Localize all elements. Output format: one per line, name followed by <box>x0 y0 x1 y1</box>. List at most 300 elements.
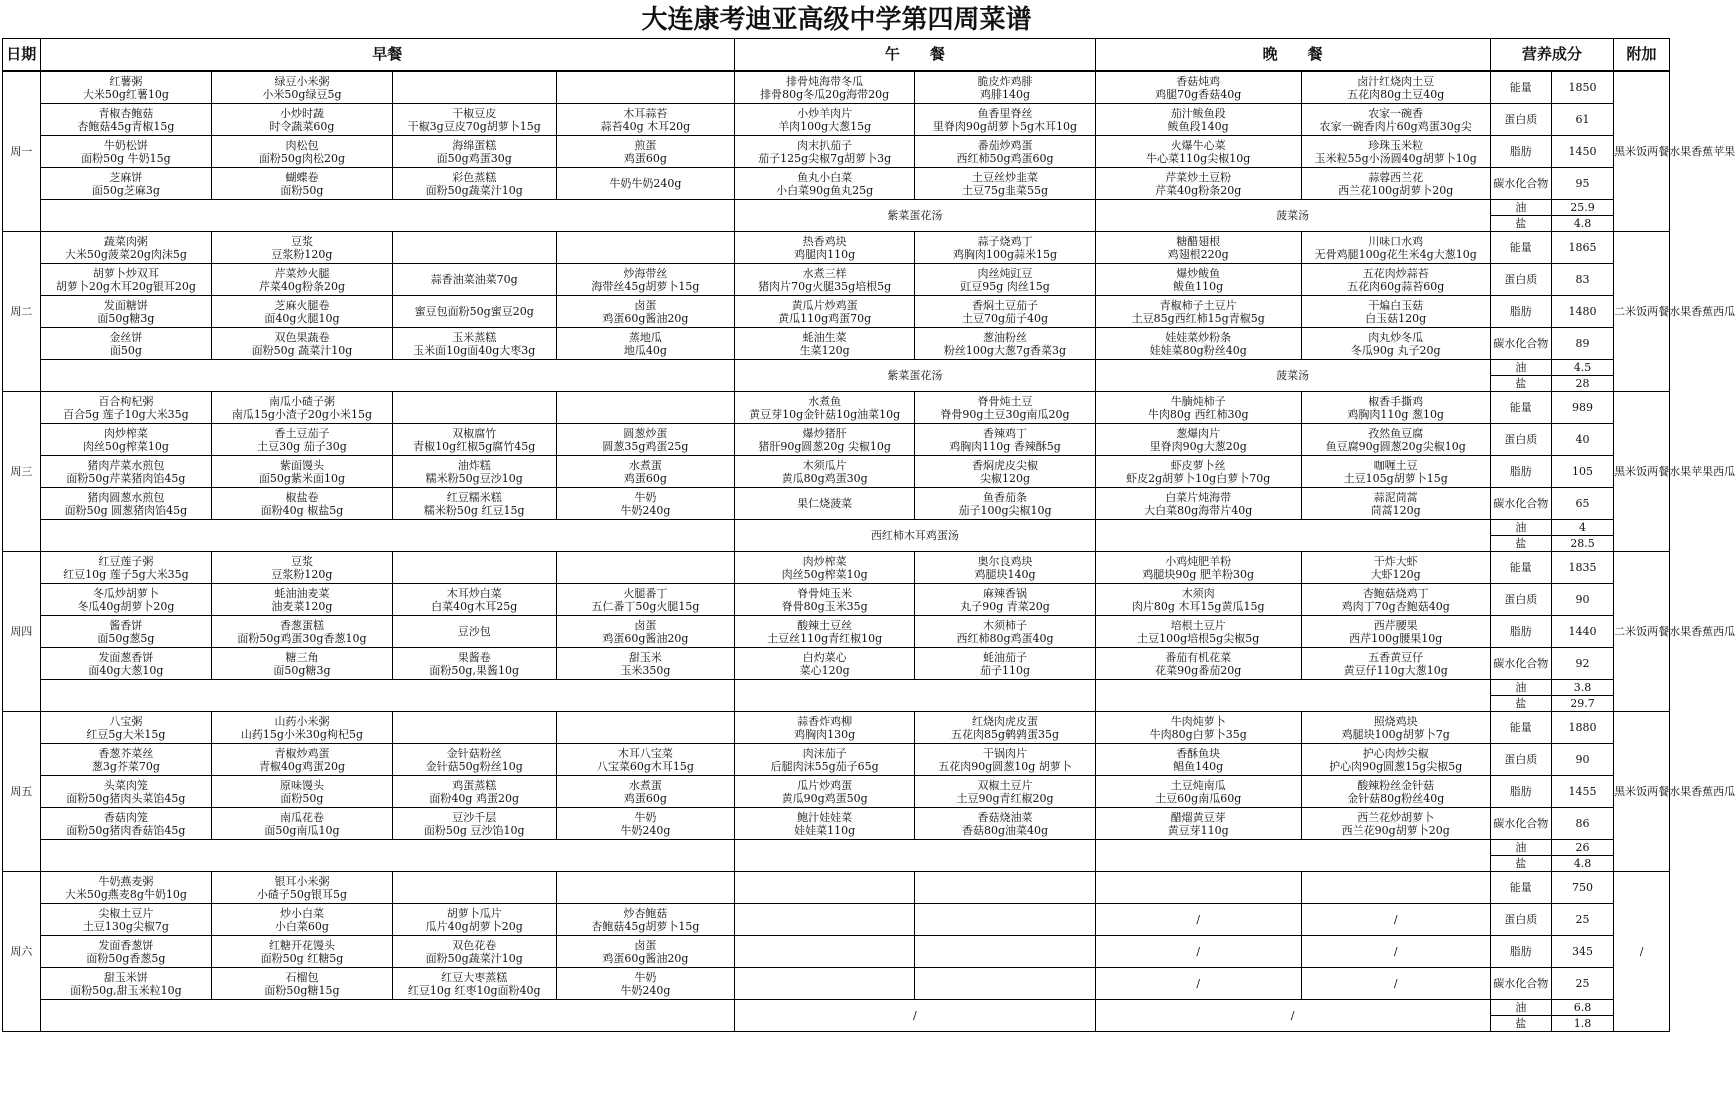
dish-ingredients: 面粉50g芹菜猪肉馅45g <box>66 471 186 485</box>
nutrient-value: 28.5 <box>1551 536 1613 552</box>
nutrient-label: 能量 <box>1490 392 1551 424</box>
dish-ingredients: 无骨鸡腿100g花生米4g大葱10g <box>1314 247 1477 261</box>
dish-ingredients: / <box>1196 913 1201 926</box>
lunch-cell <box>915 872 1095 904</box>
dish-name: 咖喱土豆 <box>1373 458 1418 472</box>
breakfast-cell <box>392 616 556 648</box>
dish-name: 脊骨炖玉米 <box>797 586 853 600</box>
nutrient-label: 能量 <box>1490 71 1551 104</box>
nutrient-value: 28 <box>1551 376 1613 392</box>
nutrient-value: 26 <box>1551 840 1613 856</box>
dish-ingredients: 蜜豆包面粉50g蜜豆20g <box>414 305 534 318</box>
day-label: 周三 <box>3 392 41 552</box>
dish-name: 蔬菜肉粥 <box>103 234 148 248</box>
dish-name: 香葱芥菜丝 <box>98 746 154 760</box>
nutrient-label: 脂肪 <box>1490 136 1551 168</box>
dish-name: 干炸大虾 <box>1373 554 1418 568</box>
dish-ingredients: 青椒10g红椒5g腐竹45g <box>413 439 536 453</box>
lunch-soup <box>735 680 1096 712</box>
breakfast-cell <box>556 71 734 104</box>
nutrient-label: 脂肪 <box>1490 616 1551 648</box>
lunch-cell <box>735 328 915 360</box>
breakfast-cell <box>556 968 734 1000</box>
dish-name: 番茄炒鸡蛋 <box>977 138 1033 152</box>
dish-name: 炒海带丝 <box>623 266 668 280</box>
dish-ingredients: 青椒40g鸡蛋20g <box>258 759 345 773</box>
dish-ingredients: 玉米350g <box>620 663 671 677</box>
dish-ingredients: 面粉50g,甜玉米粒10g <box>70 983 182 997</box>
nutrient-value: 1455 <box>1551 776 1613 808</box>
dinner-cell <box>1095 744 1301 776</box>
dinner-cell <box>1095 71 1301 104</box>
extra-note: 黑米饭两餐水果苹果西瓜 <box>1614 392 1670 552</box>
dish-ingredients: 糯米粉50g豆沙10g <box>425 471 523 485</box>
lunch-cell <box>915 296 1095 328</box>
dish-name: 金丝饼 <box>109 330 143 344</box>
breakfast-cell <box>40 776 212 808</box>
dish-ingredients: / <box>1196 945 1201 958</box>
dish-ingredients: 羊肉100g大葱15g <box>778 119 872 133</box>
breakfast-cell <box>40 104 212 136</box>
lunch-cell <box>915 904 1095 936</box>
dish-ingredients: / <box>1393 977 1398 990</box>
lunch-cell <box>735 808 915 840</box>
dish-ingredients: / <box>1393 945 1398 958</box>
breakfast-cell <box>212 552 392 584</box>
nutrient-label: 脂肪 <box>1490 296 1551 328</box>
dish-name: 爆炒鲅鱼 <box>1176 266 1221 280</box>
dish-name: 西芹腰果 <box>1373 618 1418 632</box>
dish-ingredients: 豇豆95g 肉丝15g <box>960 279 1050 293</box>
dish-name: 白菜片炖海带 <box>1165 490 1232 504</box>
nutrient-label: 油 <box>1490 360 1551 376</box>
dinner-cell <box>1301 71 1490 104</box>
lunch-cell <box>915 552 1095 584</box>
dish-ingredients: 虾皮2g胡萝卜10g白萝卜70g <box>1126 471 1271 485</box>
nutrient-value: 750 <box>1551 872 1613 904</box>
nutrient-value: 29.7 <box>1551 696 1613 712</box>
nutrient-value: 89 <box>1551 328 1613 360</box>
dish-ingredients: 面粉50g糖15g <box>264 983 340 997</box>
breakfast-cell <box>212 264 392 296</box>
dinner-cell <box>1301 968 1490 1000</box>
dish-ingredients: 干椒3g豆皮70g胡萝卜15g <box>407 119 541 133</box>
dish-ingredients: 面粉50g蔬菜汁10g <box>425 183 523 197</box>
dish-ingredients: 面50g葱5g <box>97 631 155 645</box>
dish-name: 牛奶 <box>634 490 657 504</box>
dish-ingredients: 豆浆粉120g <box>271 247 333 261</box>
dish-name: 照烧鸡块 <box>1373 714 1418 728</box>
nutrient-label: 脂肪 <box>1490 936 1551 968</box>
menu-row <box>3 552 1670 584</box>
breakfast-cell <box>212 168 392 200</box>
nutrient-value: 6.8 <box>1551 1000 1613 1016</box>
dinner-cell <box>1301 648 1490 680</box>
dish-name: 彩色蒸糕 <box>452 170 497 184</box>
dish-ingredients: 黄豆芽10g金针菇10g油菜10g <box>749 407 901 421</box>
dinner-cell <box>1301 936 1490 968</box>
lunch-cell <box>915 744 1095 776</box>
dish-name: 茄汁鲅鱼段 <box>1170 106 1226 120</box>
breakfast-cell <box>392 584 556 616</box>
dinner-cell <box>1095 968 1301 1000</box>
dish-name: 蚝油油麦菜 <box>274 586 330 600</box>
dish-ingredients: 面粉50g香葱5g <box>86 951 166 965</box>
dish-ingredients: 土豆30g 茄子30g <box>257 439 347 453</box>
menu-row <box>3 584 1670 616</box>
nutrient-value: 1.8 <box>1551 1016 1613 1032</box>
lunch-cell <box>735 456 915 488</box>
dish-name: 鱼香里脊丝 <box>977 106 1033 120</box>
dish-ingredients: 黄豆仔110g大葱10g <box>1343 663 1448 677</box>
breakfast-cell <box>40 904 212 936</box>
dish-ingredients: 茄子110g <box>979 663 1031 677</box>
dish-name: 五香黄豆仔 <box>1368 650 1424 664</box>
soup-row <box>3 1000 1670 1016</box>
dish-name: 果酱卷 <box>457 650 491 664</box>
nutrient-value: 90 <box>1551 584 1613 616</box>
nutrient-label: 能量 <box>1490 552 1551 584</box>
dinner-cell <box>1301 488 1490 520</box>
dish-name: 番茄有机花菜 <box>1165 650 1232 664</box>
dish-name: 鲍汁娃娃菜 <box>797 810 853 824</box>
breakfast-cell <box>556 904 734 936</box>
dinner-cell <box>1095 712 1301 744</box>
dish-name: 川味口水鸡 <box>1368 234 1424 248</box>
menu-row <box>3 616 1670 648</box>
dish-name: 酸辣粉丝金针菇 <box>1357 778 1435 792</box>
dish-ingredients: 小碴子50g银耳5g <box>256 887 347 901</box>
breakfast-cell <box>556 104 734 136</box>
dish-name: 蒜蓉西兰花 <box>1368 170 1424 184</box>
dish-name: 卤蛋 <box>634 618 657 632</box>
nutrient-value: 1880 <box>1551 712 1613 744</box>
breakfast-cell <box>556 392 734 424</box>
soup-breakfast-empty <box>40 520 734 552</box>
dish-ingredients: 鸡腿70g香菇40g <box>1155 87 1242 101</box>
lunch-cell <box>735 71 915 104</box>
nutrient-label: 蛋白质 <box>1490 904 1551 936</box>
dish-name: 青椒炒鸡蛋 <box>274 746 330 760</box>
dish-name: 胡萝卜瓜片 <box>446 906 502 920</box>
dish-ingredients: 西兰花90g胡萝卜20g <box>1341 823 1450 837</box>
dish-ingredients: 牛肉80g 西红柿30g <box>1147 407 1249 421</box>
breakfast-cell <box>556 616 734 648</box>
dinner-cell <box>1095 168 1301 200</box>
nutrient-value: 1440 <box>1551 616 1613 648</box>
dish-name: 双椒腐竹 <box>452 426 497 440</box>
dish-ingredients: 脊骨80g玉米35g <box>781 599 868 613</box>
day-label: 周一 <box>3 71 41 232</box>
dish-name: 芝麻饼 <box>109 170 143 184</box>
dish-ingredients: 尖椒120g <box>979 471 1031 485</box>
dish-ingredients: 五花肉85g鹌鹑蛋35g <box>950 727 1060 741</box>
dish-ingredients: 小白菜90g鱼丸25g <box>776 183 874 197</box>
dish-ingredients: 鸡腿块90g 肥羊粉30g <box>1142 567 1254 581</box>
menu-row <box>3 712 1670 744</box>
lunch-cell <box>915 488 1095 520</box>
lunch-cell <box>915 328 1095 360</box>
dish-ingredients: 面40g火腿10g <box>264 311 340 325</box>
menu-row <box>3 648 1670 680</box>
breakfast-cell <box>212 488 392 520</box>
dish-name: 肉炒榨菜 <box>103 426 148 440</box>
dish-name: 猪肉芹菜水煎包 <box>87 458 165 472</box>
soup-breakfast-empty <box>40 360 734 392</box>
lunch-cell <box>735 904 915 936</box>
nutrient-value: 25 <box>1551 968 1613 1000</box>
dish-ingredients: 面50g <box>109 343 142 357</box>
breakfast-cell <box>40 808 212 840</box>
dish-name: 青椒杏鲍菇 <box>98 106 154 120</box>
menu-row <box>3 456 1670 488</box>
dish-ingredients: 杏鲍菇45g胡萝卜15g <box>591 919 700 933</box>
header-row <box>3 39 1670 72</box>
dish-name: 炒杏鲍菇 <box>623 906 668 920</box>
lunch-cell <box>735 232 915 264</box>
dish-name: 绿豆小米粥 <box>274 74 330 88</box>
dish-ingredients: 鸡蛋60g酱油20g <box>602 311 689 325</box>
dish-name: 肉炒榨菜 <box>802 554 847 568</box>
nutrient-label: 盐 <box>1490 856 1551 872</box>
breakfast-cell <box>212 424 392 456</box>
lunch-cell <box>735 552 915 584</box>
nutrient-value: 92 <box>1551 648 1613 680</box>
dish-ingredients: 胡萝卜20g木耳20g银耳20g <box>55 279 196 293</box>
breakfast-cell <box>40 328 212 360</box>
dinner-cell <box>1095 456 1301 488</box>
nutrient-label: 盐 <box>1490 1016 1551 1032</box>
dish-name: 银耳小米粥 <box>274 874 330 888</box>
dish-ingredients: 牛肉80g白萝卜35g <box>1149 727 1247 741</box>
breakfast-cell <box>392 328 556 360</box>
breakfast-cell <box>392 904 556 936</box>
lunch-cell <box>735 296 915 328</box>
dish-ingredients: 土豆130g尖椒7g <box>82 919 169 933</box>
lunch-soup: / <box>735 1000 1096 1032</box>
nutrient-value: 4.8 <box>1551 856 1613 872</box>
menu-row <box>3 264 1670 296</box>
dish-ingredients: 冬瓜40g胡萝卜20g <box>77 599 175 613</box>
dish-ingredients: 面粉40g 椒盐5g <box>260 503 344 517</box>
dish-ingredients: 大虾120g <box>1370 567 1421 581</box>
breakfast-cell <box>212 712 392 744</box>
dish-ingredients: 圆葱35g鸡蛋25g <box>602 439 689 453</box>
dish-name: 护心肉炒尖椒 <box>1362 746 1429 760</box>
breakfast-cell <box>556 552 734 584</box>
dinner-soup <box>1095 680 1490 712</box>
breakfast-cell <box>556 136 734 168</box>
lunch-soup <box>735 840 1096 872</box>
lunch-soup: 紫菜蛋花汤 <box>735 200 1096 232</box>
dish-ingredients: 茄子100g尖椒10g <box>958 503 1052 517</box>
soup-row <box>3 360 1670 376</box>
dish-name: 木须肉 <box>1181 586 1215 600</box>
soup-row <box>3 680 1670 696</box>
menu-row <box>3 392 1670 424</box>
dish-ingredients: 土豆90g青红椒20g <box>956 791 1054 805</box>
dish-ingredients: 鸡腿肉110g <box>794 247 856 261</box>
dinner-soup <box>1095 840 1490 872</box>
extra-note: 二米饭两餐水果香蕉西瓜 <box>1614 552 1670 712</box>
dish-name: 肉丝炖豇豆 <box>977 266 1033 280</box>
menu-row <box>3 168 1670 200</box>
dish-ingredients: 大米50g燕麦8g牛奶10g <box>64 887 187 901</box>
dish-ingredients: 面粉50g 蔬菜汁10g <box>251 343 353 357</box>
breakfast-cell <box>212 808 392 840</box>
dish-name: 山药小米粥 <box>274 714 330 728</box>
nutrient-label: 盐 <box>1490 376 1551 392</box>
dish-ingredients: 土豆105g胡萝卜15g <box>1343 471 1448 485</box>
dish-name: 酸辣土豆丝 <box>797 618 853 632</box>
dish-name: 农家一碗香 <box>1368 106 1424 120</box>
dish-name: 百合枸杞粥 <box>98 394 154 408</box>
dinner-cell <box>1301 872 1490 904</box>
dish-name: 豆沙千层 <box>452 810 497 824</box>
breakfast-cell <box>556 936 734 968</box>
menu-row <box>3 968 1670 1000</box>
breakfast-cell <box>392 968 556 1000</box>
breakfast-cell <box>40 648 212 680</box>
dish-name: 紫面馒头 <box>279 458 324 472</box>
dinner-cell <box>1301 616 1490 648</box>
dish-ingredients: 面粉50g 豆沙馅10g <box>423 823 525 837</box>
dish-name: 蚝油茄子 <box>982 650 1027 664</box>
breakfast-cell <box>392 488 556 520</box>
dish-name: 干锅肉片 <box>982 746 1027 760</box>
nutrient-label: 碳水化合物 <box>1490 488 1551 520</box>
breakfast-cell <box>40 392 212 424</box>
dish-name: 鱼香茄条 <box>982 490 1027 504</box>
dish-name: 木须瓜片 <box>802 458 847 472</box>
dish-ingredients: 面粉50g蔬菜汁10g <box>425 951 523 965</box>
dish-name: 椒盐卷 <box>285 490 319 504</box>
breakfast-cell <box>556 712 734 744</box>
dish-name: 葱爆肉片 <box>1176 426 1221 440</box>
dish-name: 红豆大枣蒸糕 <box>441 970 508 984</box>
dish-name: 牛奶 <box>634 970 657 984</box>
lunch-cell <box>735 584 915 616</box>
breakfast-cell <box>392 648 556 680</box>
dish-name: 肉丸炒冬瓜 <box>1368 330 1424 344</box>
dish-ingredients: 肉丝50g榨菜10g <box>781 567 868 581</box>
dish-ingredients: 南瓜15g小渣子20g小米15g <box>231 407 373 421</box>
breakfast-cell <box>40 136 212 168</box>
breakfast-cell <box>40 264 212 296</box>
menu-row <box>3 71 1670 104</box>
nutrient-value: 989 <box>1551 392 1613 424</box>
dinner-cell <box>1301 328 1490 360</box>
dish-name: 杏鲍菇烧鸡丁 <box>1362 586 1429 600</box>
dish-ingredients: 鸡蛋60g <box>623 471 667 485</box>
dinner-cell <box>1095 328 1301 360</box>
dish-name: 原味馒头 <box>279 778 324 792</box>
dinner-cell <box>1095 296 1301 328</box>
menu-row <box>3 136 1670 168</box>
extra-note: 黑米饭两餐水果香蕉西瓜 <box>1614 712 1670 872</box>
breakfast-cell <box>556 264 734 296</box>
dish-name: 发面香葱饼 <box>98 938 154 952</box>
dish-ingredients: 百合5g 莲子10g大米35g <box>63 407 189 421</box>
breakfast-cell <box>556 168 734 200</box>
dish-ingredients: 金针菇50g粉丝10g <box>425 759 523 773</box>
dish-name: 小炒时蔬 <box>279 106 324 120</box>
menu-row <box>3 936 1670 968</box>
dish-ingredients: 生菜120g <box>799 343 850 357</box>
nutrient-label: 油 <box>1490 200 1551 216</box>
breakfast-cell <box>212 296 392 328</box>
dish-name: 椒香手撕鸡 <box>1368 394 1424 408</box>
day-label: 周四 <box>3 552 41 712</box>
breakfast-cell <box>212 968 392 1000</box>
dish-name: 肉沫茄子 <box>802 746 847 760</box>
dish-ingredients: 猪肝90g圆葱20g 尖椒10g <box>758 439 891 453</box>
dish-name: 猪肉圆葱水煎包 <box>87 490 165 504</box>
dinner-soup: 菠菜汤 <box>1095 200 1490 232</box>
dish-ingredients: 白玉菇120g <box>1365 311 1427 325</box>
dish-ingredients: 大白菜80g海带片40g <box>1144 503 1253 517</box>
dish-ingredients: / <box>1196 977 1201 990</box>
breakfast-cell <box>40 968 212 1000</box>
dish-ingredients: 面40g大葱10g <box>88 663 164 677</box>
dish-name: 脆皮炸鸡腓 <box>977 74 1033 88</box>
dish-name: 海绵蛋糕 <box>452 138 497 152</box>
dish-ingredients: 娃娃菜110g <box>794 823 856 837</box>
lunch-cell <box>735 712 915 744</box>
dinner-cell <box>1301 712 1490 744</box>
dish-ingredients: 红豆10g 红枣10g面粉40g <box>407 983 541 997</box>
breakfast-cell <box>40 616 212 648</box>
dish-ingredients: 面粉50g 圆葱猪肉馅45g <box>64 503 188 517</box>
dinner-cell <box>1095 392 1301 424</box>
dish-name: 蒜泥茼蒿 <box>1373 490 1418 504</box>
dish-ingredients: 鸡蛋60g <box>623 151 667 165</box>
dish-ingredients: 玉米面10g面40g大枣3g <box>413 343 536 357</box>
breakfast-cell <box>40 552 212 584</box>
nutrient-value: 1480 <box>1551 296 1613 328</box>
dish-ingredients: 鸡蛋60g酱油20g <box>602 631 689 645</box>
dish-ingredients: 大米50g菠菜20g肉沫5g <box>64 247 187 261</box>
dish-name: 南瓜小碴子粥 <box>268 394 335 408</box>
dish-ingredients: 面50g糖3g <box>273 663 331 677</box>
dish-ingredients: 面粉50g猪肉头菜馅45g <box>66 791 186 805</box>
dish-ingredients: 面粉40g 鸡蛋20g <box>429 791 519 805</box>
dish-ingredients: 里脊肉90g大葱20g <box>1149 439 1247 453</box>
nutrient-value: 4 <box>1551 520 1613 536</box>
dish-ingredients: 鸡胸肉110g 香辣酥5g <box>949 439 1061 453</box>
dinner-cell <box>1301 552 1490 584</box>
dish-ingredients: 豆浆粉120g <box>271 567 333 581</box>
dish-ingredients: 杏鲍菇45g青椒15g <box>77 119 175 133</box>
dinner-cell <box>1301 232 1490 264</box>
dinner-cell <box>1095 488 1301 520</box>
dish-name: 香菇肉笼 <box>103 810 148 824</box>
breakfast-cell <box>212 232 392 264</box>
soup-breakfast-empty <box>40 1000 734 1032</box>
breakfast-cell <box>392 552 556 584</box>
breakfast-cell <box>556 296 734 328</box>
menu-row <box>3 488 1670 520</box>
nutrient-label: 蛋白质 <box>1490 264 1551 296</box>
breakfast-cell <box>212 71 392 104</box>
dinner-cell <box>1095 872 1301 904</box>
dish-ingredients: 里脊肉90g胡萝卜5g木耳10g <box>932 119 1078 133</box>
dish-name: 糖醋翅根 <box>1176 234 1221 248</box>
dish-ingredients: 红豆10g 莲子5g大米35g <box>63 567 189 581</box>
nutrient-label: 盐 <box>1490 696 1551 712</box>
nutrient-label: 油 <box>1490 840 1551 856</box>
dish-name: 红豆糯米糕 <box>446 490 502 504</box>
